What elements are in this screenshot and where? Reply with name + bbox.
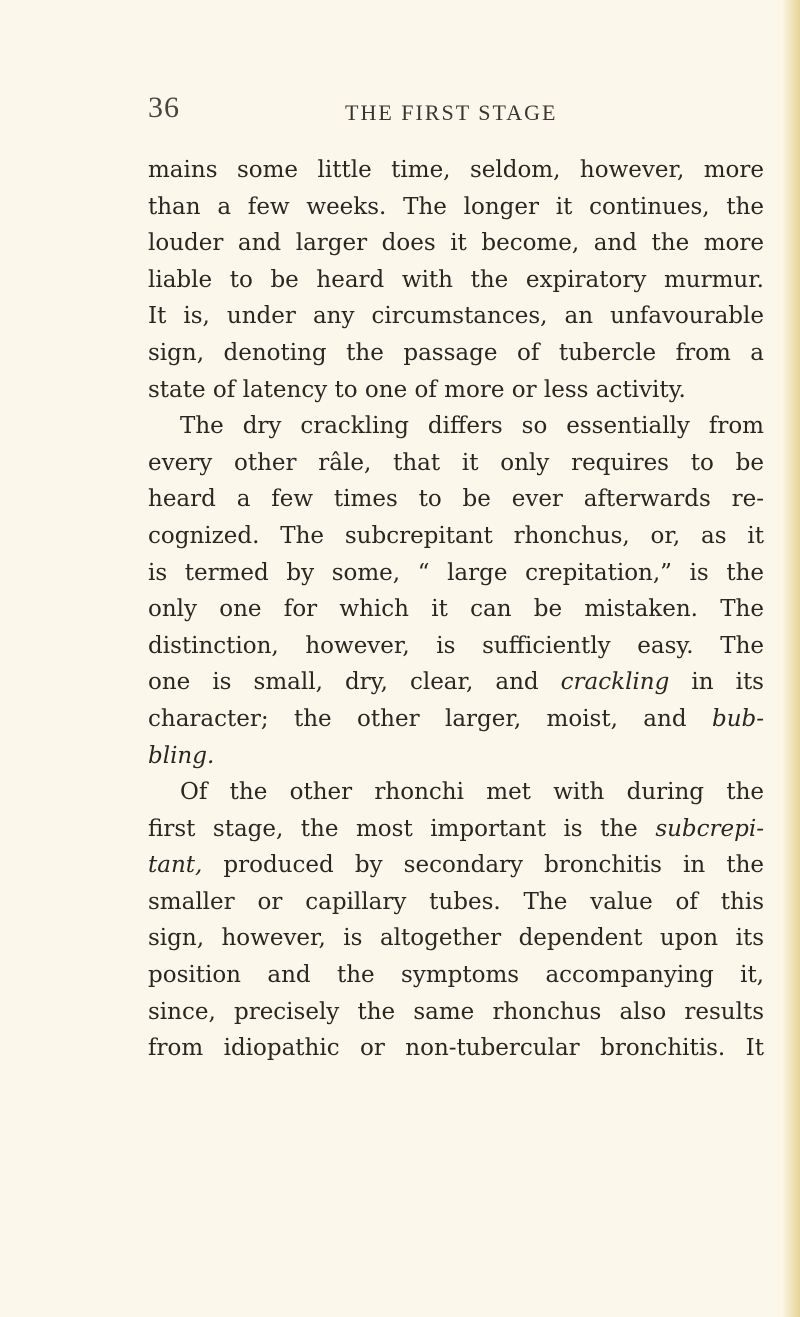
text-line	[148, 298, 764, 335]
text-line	[148, 262, 764, 299]
text-line	[148, 920, 764, 957]
text-line	[148, 957, 764, 994]
text-line	[148, 408, 764, 445]
text-line	[148, 811, 764, 848]
text-segment: mains some little time, seldom, however, more	[148, 157, 764, 183]
text-segment: position and the symptoms accompanying it,	[148, 962, 764, 989]
italic-text-segment: bling.	[148, 742, 215, 769]
running-head: THE FIRST STAGE	[345, 100, 558, 125]
text-line	[148, 335, 764, 372]
text-segment: from idiopathic or non-tubercular bronchitis. It	[148, 1035, 764, 1062]
text-segment: one is small, dry, clear, and	[148, 669, 561, 696]
text-line	[148, 372, 764, 409]
text-segment: Of the other rhonchi met with during the	[180, 779, 764, 806]
text-segment: in its	[669, 669, 764, 696]
italic-text-segment: bub-	[711, 705, 764, 732]
text-line	[148, 628, 764, 665]
text-line	[148, 225, 764, 262]
text-line	[148, 847, 764, 884]
text-segment: distinction, however, is sufficiently easy. The	[148, 632, 764, 659]
text-segment: louder and larger does it become, and the more	[148, 230, 764, 257]
text-segment: sign, however, is altogether dependent upon its	[148, 925, 764, 952]
text-segment: liable to be heard with the expiratory murmur.	[148, 266, 764, 293]
text-segment: smaller or capillary tubes. The value of this	[148, 888, 764, 915]
text-line	[148, 152, 764, 189]
text-segment: first stage, the most important is the	[148, 815, 656, 842]
text-segment: heard a few times to be ever afterwards re-	[148, 486, 764, 513]
text-line	[148, 664, 764, 701]
text-segment: every other râle, that it only requires to be	[148, 449, 764, 476]
text-line	[148, 884, 764, 921]
text-line	[148, 1030, 764, 1067]
text-segment: state of latency to one of more or less activity.	[148, 376, 686, 403]
text-segment: produced by secondary bronchitis in the	[202, 852, 764, 879]
text-line	[148, 591, 764, 628]
text-segment: than a few weeks. The longer it continues, the	[148, 193, 764, 220]
text-segment: It is, under any circumstances, an unfavourable	[148, 303, 764, 330]
text-line	[148, 994, 764, 1031]
body-text	[148, 152, 764, 1067]
italic-text-segment: tant,	[148, 852, 203, 879]
text-line	[148, 774, 764, 811]
italic-text-segment: crackling	[560, 669, 670, 696]
text-line	[148, 481, 764, 518]
text-line	[148, 738, 764, 775]
text-segment: character; the other larger, moist, and	[148, 705, 712, 732]
text-line	[148, 445, 764, 482]
text-segment: cognized. The subcrepitant rhonchus, or, as it	[148, 522, 764, 549]
page-edge-shading	[782, 0, 800, 1317]
italic-text-segment: subcrepi-	[655, 815, 764, 842]
text-line	[148, 189, 764, 226]
text-segment: The dry crackling differs so essentially from	[180, 413, 764, 440]
text-line	[148, 701, 764, 738]
text-line	[148, 555, 764, 592]
text-segment: sign, denoting the passage of tubercle from a	[148, 339, 764, 366]
text-segment: is termed by some, “ large crepitation,” is the	[148, 559, 764, 586]
text-line	[148, 518, 764, 555]
text-segment: only one for which it can be mistaken. The	[148, 596, 764, 623]
text-segment: since, precisely the same rhonchus also results	[148, 998, 764, 1025]
page-number: 36	[148, 91, 180, 124]
